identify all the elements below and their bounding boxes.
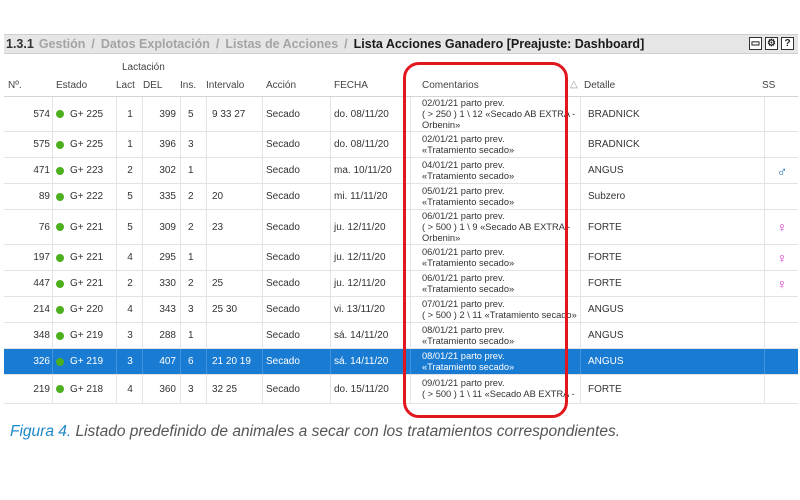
cell-num: 447 [33, 278, 50, 289]
column-divider [262, 349, 263, 374]
cell-fecha: ju. 12/11/20 [334, 252, 386, 263]
column-divider [180, 245, 181, 270]
column-divider [764, 297, 765, 322]
cell-ins: 1 [188, 252, 194, 263]
status-dot-icon [56, 141, 64, 149]
cell-accion: Secado [266, 252, 300, 263]
table-row[interactable] [4, 297, 798, 323]
cell-estado [56, 375, 116, 403]
cell-lact: 3 [127, 356, 133, 367]
cell-detalle: FORTE [588, 252, 622, 263]
cell-estado [56, 210, 116, 244]
estado-value: G+ 225 [70, 108, 104, 120]
column-divider [580, 349, 581, 374]
status-dot-icon [56, 193, 64, 201]
header-num[interactable]: Nº. [8, 80, 22, 91]
cell-intervalo: 20 [212, 191, 224, 202]
cell-lact: 5 [127, 191, 133, 202]
comment-line: ( > 500 ) 1 \ 11 «Secado AB EXTRA - [422, 389, 575, 399]
cell-del: 343 [159, 304, 176, 315]
cell-estado [56, 245, 116, 270]
status-dot-icon [56, 223, 64, 231]
cell-intervalo [212, 158, 262, 183]
table-row[interactable] [4, 184, 798, 210]
cell-accion: Secado [266, 330, 300, 341]
section-number: 1.3.1 [6, 37, 34, 51]
comment-line: Orbenin» [422, 119, 461, 130]
header-del[interactable]: DEL [143, 80, 163, 91]
cell-num: 89 [38, 191, 50, 202]
comment-line: «Tratamiento secado» [422, 144, 515, 155]
column-divider [764, 97, 765, 131]
cell-accion: Secado [266, 191, 300, 202]
status-dot-icon [56, 385, 64, 393]
header-ins[interactable]: Ins. [180, 80, 197, 91]
column-divider [580, 297, 581, 322]
cell-detalle: ANGUS [588, 356, 624, 367]
cell-del: 309 [159, 221, 176, 233]
estado-value: G+ 220 [70, 304, 104, 315]
column-divider [180, 184, 181, 209]
column-divider [142, 132, 143, 157]
cell-fecha: vi. 13/11/20 [334, 304, 385, 315]
cell-num: 197 [33, 252, 50, 263]
cell-estado [56, 184, 116, 209]
column-divider [116, 375, 117, 403]
comment-line: 07/01/21 parto prev. [422, 298, 505, 309]
cell-lact: 4 [127, 383, 133, 395]
cell-fecha: ju. 12/11/20 [334, 278, 386, 289]
cell-fecha: ju. 12/11/20 [334, 221, 386, 233]
cell-ins: 3 [188, 304, 194, 315]
header-comentarios[interactable]: Comentarios [422, 80, 479, 91]
comment-line: 08/01/21 parto prev. [422, 350, 505, 361]
actions-table [4, 58, 798, 404]
table-header [4, 58, 798, 97]
comment-line: 09/01/21 parto prev. [422, 378, 505, 388]
comment-line: 02/01/21 parto prev. [422, 133, 505, 144]
comment-line: «Tratamiento secado» [422, 361, 515, 372]
cell-accion: Secado [266, 221, 300, 233]
cell-fecha: sá. 14/11/20 [334, 330, 389, 341]
cell-ss [772, 210, 792, 244]
comment-line: ( > 500 ) 1 \ 9 «Secado AB EXTRA - [422, 221, 571, 232]
comment-line: 06/01/21 parto prev. [422, 246, 505, 257]
status-dot-icon [56, 254, 64, 262]
estado-value: G+ 221 [70, 221, 104, 233]
column-divider [330, 271, 331, 296]
cell-ins: 1 [188, 330, 194, 341]
column-divider [764, 271, 765, 296]
column-divider [330, 158, 331, 183]
comment-line: 05/01/21 parto prev. [422, 185, 505, 196]
cell-fecha: ma. 10/11/20 [334, 165, 392, 176]
column-divider [764, 245, 765, 270]
cell-intervalo [212, 245, 262, 270]
breadcrumb-separator: / [344, 37, 348, 51]
column-divider [180, 375, 181, 403]
column-divider [330, 245, 331, 270]
cell-ss [772, 97, 792, 131]
column-divider [580, 158, 581, 183]
column-divider [580, 97, 581, 131]
cell-detalle: ANGUS [588, 330, 624, 341]
help-icon[interactable]: ? [781, 37, 794, 50]
gear-icon[interactable]: ⚙ [765, 37, 778, 50]
column-divider [180, 271, 181, 296]
column-divider [116, 297, 117, 322]
column-divider [52, 349, 53, 374]
column-divider [116, 349, 117, 374]
comment-line: «Tratamiento secado» [422, 283, 515, 294]
cell-num: 574 [33, 108, 50, 120]
table-row[interactable] [4, 245, 798, 271]
column-divider [580, 132, 581, 157]
status-dot-icon [56, 358, 64, 366]
column-divider [262, 97, 263, 131]
cell-num: 348 [33, 330, 50, 341]
column-divider [330, 297, 331, 322]
cell-estado [56, 271, 116, 296]
male-icon: ♂ [776, 162, 788, 179]
table-row[interactable] [4, 97, 798, 132]
breadcrumb-separator: / [91, 37, 95, 51]
header-lact[interactable]: Lact [116, 80, 135, 91]
column-divider [52, 132, 53, 157]
header-accion[interactable]: Acción [266, 80, 297, 91]
cell-ss [772, 158, 792, 183]
column-divider [330, 323, 331, 348]
cell-del: 330 [159, 278, 176, 289]
cell-num: 326 [33, 356, 50, 367]
comment-line: ( > 250 ) 1 \ 12 «Secado AB EXTRA - [422, 108, 576, 119]
cell-ins: 2 [188, 278, 194, 289]
column-divider [180, 132, 181, 157]
column-divider [764, 132, 765, 157]
highlight-box [403, 62, 571, 418]
cell-del: 302 [159, 165, 176, 176]
column-divider [262, 184, 263, 209]
cell-ins: 2 [188, 191, 194, 202]
comment-line: 06/01/21 parto prev. [422, 210, 505, 221]
cell-accion: Secado [266, 304, 300, 315]
estado-value: G+ 219 [70, 356, 104, 367]
table-row[interactable] [4, 210, 798, 245]
cell-accion: Secado [266, 139, 300, 150]
column-divider [52, 375, 53, 403]
cell-detalle: BRADNICK [588, 139, 640, 150]
status-dot-icon [56, 332, 64, 340]
cell-lact: 4 [127, 252, 133, 263]
cell-ss [772, 245, 792, 270]
cell-ss [772, 349, 792, 374]
comment-line: 08/01/21 parto prev. [422, 324, 505, 335]
column-divider [580, 210, 581, 244]
header-group-lactacion: Lactación [122, 62, 165, 73]
cell-fecha: do. 08/11/20 [334, 108, 389, 120]
column-divider [330, 349, 331, 374]
column-divider [142, 97, 143, 131]
column-divider [52, 271, 53, 296]
female-icon: ♀ [776, 249, 788, 266]
column-divider [142, 323, 143, 348]
cell-del: 396 [159, 139, 176, 150]
column-divider [142, 158, 143, 183]
header-fecha[interactable]: FECHA [334, 80, 368, 91]
column-divider [116, 158, 117, 183]
column-divider [330, 210, 331, 244]
column-divider [142, 184, 143, 209]
page-title: Lista Acciones Ganadero [Preajuste: Dashboard] [353, 37, 645, 51]
column-divider [52, 245, 53, 270]
cell-detalle: FORTE [588, 221, 622, 233]
cell-num: 214 [33, 304, 50, 315]
status-dot-icon [56, 280, 64, 288]
column-divider [116, 210, 117, 244]
column-divider [52, 323, 53, 348]
table-row[interactable] [4, 349, 798, 375]
caption-text: Listado predefinido de animales a secar con los tratamientos correspondientes. [75, 423, 621, 440]
cell-intervalo: 32 25 [212, 383, 238, 395]
cell-accion: Secado [266, 278, 300, 289]
cell-intervalo: 21 20 19 [212, 356, 251, 367]
cell-lact: 1 [127, 139, 133, 150]
comment-line: «Tratamiento secado» [422, 196, 515, 207]
breadcrumb-separator: / [215, 37, 220, 51]
table-row[interactable] [4, 132, 798, 158]
cell-del: 288 [159, 330, 176, 341]
cell-fecha: do. 08/11/20 [334, 139, 389, 150]
sort-indicator-icon: △ [570, 79, 578, 90]
column-divider [330, 184, 331, 209]
column-divider [180, 297, 181, 322]
cell-detalle: FORTE [588, 278, 622, 289]
comment-line: «Tratamiento secado» [422, 170, 515, 181]
status-dot-icon [56, 110, 64, 118]
status-dot-icon [56, 167, 64, 175]
cell-ss [772, 132, 792, 157]
header-ss[interactable]: SS [762, 80, 776, 91]
cell-lact: 5 [127, 221, 133, 233]
column-divider [764, 323, 765, 348]
column-divider [180, 158, 181, 183]
header-estado[interactable]: Estado [56, 80, 88, 91]
cell-ins: 2 [188, 221, 194, 233]
breadcrumb-gestion[interactable]: Gestión [38, 37, 86, 51]
column-divider [580, 184, 581, 209]
breadcrumb-listas-acciones[interactable]: Listas de Acciones [225, 37, 339, 51]
caption-label: Figura 4. [10, 423, 72, 440]
comment-line: ( > 500 ) 2 \ 11 «Tratamiento secado» [422, 309, 577, 320]
column-divider [52, 297, 53, 322]
column-divider [142, 349, 143, 374]
column-divider [116, 97, 117, 131]
estado-value: G+ 223 [70, 165, 104, 176]
column-divider [580, 323, 581, 348]
cell-intervalo: 25 [212, 278, 224, 289]
cell-num: 575 [33, 139, 50, 150]
column-divider [262, 210, 263, 244]
table-row[interactable] [4, 375, 798, 404]
column-divider [580, 271, 581, 296]
estado-value: G+ 222 [70, 191, 104, 202]
cell-detalle: BRADNICK [588, 108, 640, 120]
estado-value: G+ 221 [70, 278, 104, 289]
cell-estado [56, 323, 116, 348]
column-divider [52, 184, 53, 209]
cell-detalle: ANGUS [588, 304, 624, 315]
column-divider [142, 245, 143, 270]
column-divider [262, 323, 263, 348]
column-divider [142, 375, 143, 403]
cell-intervalo: 23 [212, 221, 224, 233]
header-detalle[interactable]: Detalle [584, 80, 616, 91]
column-divider [262, 132, 263, 157]
column-divider [262, 297, 263, 322]
column-divider [180, 97, 181, 131]
cell-accion: Secado [266, 356, 300, 367]
cell-intervalo [212, 323, 262, 348]
cell-ins: 3 [188, 139, 194, 150]
cell-fecha: sá. 14/11/20 [334, 356, 389, 367]
cell-intervalo: 9 33 27 [212, 108, 246, 120]
column-divider [142, 210, 143, 244]
column-divider [330, 375, 331, 403]
cell-ins: 6 [188, 356, 194, 367]
estado-value: G+ 218 [70, 383, 104, 395]
estado-value: G+ 225 [70, 139, 104, 150]
cell-lact: 2 [127, 165, 133, 176]
female-icon: ♀ [776, 219, 788, 235]
cell-detalle: ANGUS [588, 165, 624, 176]
header-intervalo[interactable]: Intervalo [206, 80, 245, 91]
column-divider [580, 375, 581, 403]
window-buttons [749, 37, 794, 50]
cell-lact: 2 [127, 278, 133, 289]
column-divider [180, 210, 181, 244]
column-divider [330, 97, 331, 131]
cell-del: 399 [159, 108, 176, 120]
column-divider [116, 184, 117, 209]
column-divider [764, 158, 765, 183]
column-divider [116, 271, 117, 296]
cell-estado [56, 97, 116, 131]
title-bar [4, 34, 798, 54]
cell-num: 76 [38, 221, 50, 233]
column-divider [180, 349, 181, 374]
table-row[interactable] [4, 271, 798, 297]
cell-intervalo: 25 30 [212, 304, 238, 315]
table-body [4, 97, 798, 404]
column-divider [142, 297, 143, 322]
comment-line: «Tratamiento secado» [422, 335, 515, 346]
cell-lact: 1 [127, 108, 133, 120]
column-divider [52, 97, 53, 131]
cell-lact: 3 [127, 330, 133, 341]
table-row[interactable] [4, 158, 798, 184]
female-icon: ♀ [776, 275, 788, 292]
column-divider [262, 158, 263, 183]
cell-intervalo [212, 132, 262, 157]
column-divider [764, 375, 765, 403]
cell-estado [56, 349, 116, 374]
cell-accion: Secado [266, 165, 300, 176]
cell-del: 407 [159, 356, 176, 367]
estado-value: G+ 221 [70, 252, 104, 263]
cell-ss [772, 297, 792, 322]
column-divider [330, 132, 331, 157]
column-divider [580, 245, 581, 270]
figure-caption [10, 423, 620, 441]
cell-lact: 4 [127, 304, 133, 315]
column-divider [116, 323, 117, 348]
cell-fecha: mi. 11/11/20 [334, 191, 388, 202]
breadcrumb-datos-explotacion[interactable]: Datos Explotación [100, 37, 210, 51]
comment-line: 02/01/21 parto prev. [422, 97, 505, 108]
column-divider [116, 132, 117, 157]
cell-detalle: FORTE [588, 383, 622, 395]
cell-ins: 3 [188, 383, 194, 395]
cell-del: 335 [159, 191, 176, 202]
column-divider [764, 349, 765, 374]
cell-ss [772, 271, 792, 296]
cell-num: 219 [33, 383, 50, 395]
column-divider [262, 245, 263, 270]
column-divider [764, 184, 765, 209]
column-divider [764, 210, 765, 244]
table-row[interactable] [4, 323, 798, 349]
cell-num: 471 [33, 165, 50, 176]
comment-line: «Tratamiento secado» [422, 257, 515, 268]
column-divider [52, 158, 53, 183]
column-divider [262, 271, 263, 296]
cell-ins: 5 [188, 108, 194, 120]
column-divider [116, 245, 117, 270]
app-window [4, 34, 798, 420]
cell-ss [772, 323, 792, 348]
column-divider [52, 210, 53, 244]
cell-del: 295 [159, 252, 176, 263]
breadcrumb [4, 37, 644, 51]
cell-accion: Secado [266, 108, 300, 120]
cell-detalle: Subzero [588, 191, 626, 202]
cell-accion: Secado [266, 383, 300, 395]
cell-estado [56, 297, 116, 322]
cell-del: 360 [159, 383, 176, 395]
cell-estado [56, 132, 116, 157]
comment-line: Orbenin» [422, 232, 461, 243]
comment-line: 06/01/21 parto prev. [422, 272, 505, 283]
cell-fecha: do. 15/11/20 [334, 383, 389, 395]
cell-estado [56, 158, 116, 183]
column-divider [262, 375, 263, 403]
window-restore-icon[interactable]: ▭ [750, 38, 761, 49]
comment-line: 04/01/21 parto prev. [422, 159, 505, 170]
column-divider [180, 323, 181, 348]
column-divider [142, 271, 143, 296]
estado-value: G+ 219 [70, 330, 104, 341]
status-dot-icon [56, 306, 64, 314]
cell-ss [772, 184, 792, 209]
cell-ss [772, 375, 792, 403]
cell-ins: 1 [188, 165, 194, 176]
